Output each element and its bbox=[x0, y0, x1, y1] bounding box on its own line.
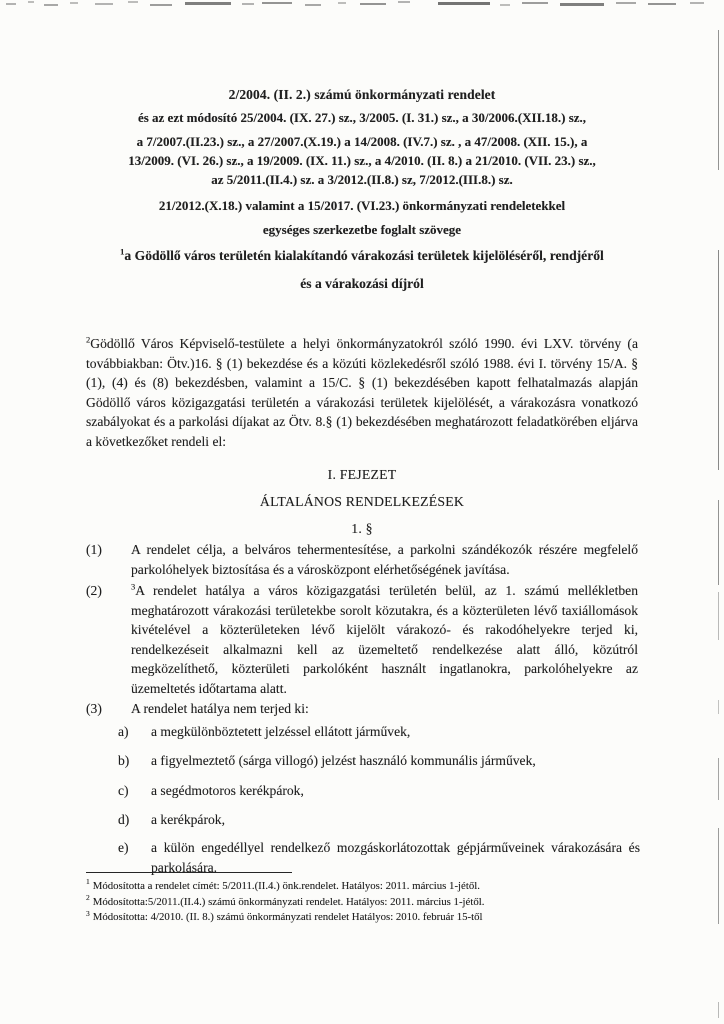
footnote-1: $^1$ Módosította a rendelet címét: 5/2011.(II.4.) önk.rendelet. Hatályos: 2011. március 1-jétől. bbox=[86, 877, 480, 892]
chapter-block bbox=[86, 466, 638, 547]
scan-artifact-right-line bbox=[718, 828, 719, 924]
footnote-2: $^2$ Módosította:5/2011.(II.4.) számú önkormányzati rendelet. Hatályos: 2011. március 1-jétől. bbox=[86, 893, 485, 908]
document-subject: $^1$a Gödöllő város területén kialakítandó várakozási területek kijelöléséről, rendjéről és a várakozási díjról bbox=[120, 246, 604, 291]
section-number: 1. § bbox=[351, 521, 373, 536]
list-text: a megkülönböztetett jelzéssel ellátott járművek, bbox=[151, 724, 411, 739]
footnote-ref-2: 2 bbox=[86, 334, 91, 345]
list-item-b bbox=[118, 751, 640, 771]
list-item-a bbox=[118, 722, 640, 742]
item-number: (2) bbox=[86, 583, 102, 598]
list-text: a kerékpárok, bbox=[151, 812, 225, 827]
preamble-paragraph: $^2$Gödöllő Város Képviselő-testülete a helyi önkormányzatokról szóló 1990. évi LXV. törvény (a továbbiakban: Ötv.)16. § (1) bekezdése és a közúti közlekedésről szóló 1988. évi I. törvény 15/A. § (1), (4) és (8) bekezdésben, valamint a 15/C. § (1) bekezdésében kapott felhatalmazás alapján Gödöllő város közigazgatási területén a várakozási területek kijelölését, a várakozásra vonatkozó szabályokat és a parkolási díjakat az Ötv. 8.§ (1) bekezdésében meghatározott feladatkörében eljárva a következőket rendeli el: bbox=[86, 334, 638, 449]
list-letter: b) bbox=[118, 753, 130, 768]
list-text: a figyelmeztető (sárga villogó) jelzést használó kommunális járművek, bbox=[151, 753, 536, 768]
item-text: A rendelet hatálya nem terjed ki: bbox=[131, 701, 309, 716]
amendment-list bbox=[86, 132, 638, 189]
scan-artifact-right-line bbox=[718, 250, 719, 470]
footnote-separator bbox=[86, 872, 292, 873]
list-item-c bbox=[118, 781, 640, 801]
item-number: (3) bbox=[86, 701, 102, 716]
list-letter: d) bbox=[118, 812, 130, 827]
chapter-heading: I. FEJEZET bbox=[327, 467, 397, 482]
scan-artifact-right-line bbox=[718, 700, 719, 714]
item-number: (1) bbox=[86, 542, 102, 557]
item-text: $^3$A rendelet hatálya a város közigazgatási területén belül, az 1. számú mellékletben meghatározott várakozási területekbe sorolt közutakra, és a közterületen lévő taxiállomások kivételével a közterületeken lévő kijelölt várakozó- és rakodóhelyekre terjed ki, rendelkezéseit alkalmazni kell az üzemeltető rendelkezése alatt álló, közútról megközelíthető, közterületi parkolóként használt ingatlanokra, parkolóhelyekre az üzemeltetés időtartama alatt. bbox=[131, 581, 638, 696]
list-item-d bbox=[118, 810, 640, 830]
footnote-marker: 3 bbox=[86, 908, 90, 918]
footnote-marker: 1 bbox=[86, 877, 90, 887]
item-text: A rendelet célja, a belváros tehermentesítése, a parkolni szándékozók részére megfelelő parkolóhelyek biztosítása és a városközpont elérhetőségének javítása. bbox=[131, 542, 638, 577]
list-text: a külön engedéllyel rendelkező mozgáskorlátozottak gépjárműveinek várakozására és parkolására. bbox=[151, 840, 640, 875]
amendment-final-line: 21/2012.(X.18.) valamint a 15/2017. (VI.23.) önkormányzati rendeletekkel bbox=[158, 198, 566, 213]
paragraph-item-2 bbox=[86, 581, 638, 698]
footnotes-block bbox=[86, 872, 638, 926]
amendment-line: 13/2009. (VI. 26.) sz., a 19/2009. (IX. 11.) sz., a 4/2010. (II. 8.) a 21/2010. (VII. 23.) sz., bbox=[128, 153, 596, 168]
scan-artifact-right-line bbox=[718, 592, 719, 640]
list-text: a segédmotoros kerékpárok, bbox=[151, 783, 304, 798]
amendment-intro-line: és az ezt módosító 25/2004. (IX. 27.) sz., 3/2005. (I. 31.) sz., a 30/2006.(XII.18.) sz., bbox=[137, 110, 587, 125]
document-title-line: 2/2004. (II. 2.) számú önkormányzati rendelet bbox=[228, 87, 496, 102]
consolidated-text-line: egységes szerkezetbe foglalt szövege bbox=[262, 222, 462, 237]
amendment-line: az 5/2011.(II.4.) sz. a 3/2012.(II.8.) sz, 7/2012.(III.8.) sz. bbox=[211, 172, 513, 187]
scan-artifact-right-line bbox=[718, 758, 719, 800]
list-letter: e) bbox=[118, 840, 129, 855]
footnote-ref-3: 3 bbox=[131, 581, 136, 592]
footnote-marker: 2 bbox=[86, 893, 90, 902]
footnote-ref-1: 1 bbox=[120, 246, 125, 257]
chapter-subheading: ÁLTALÁNOS RENDELKEZÉSEK bbox=[259, 494, 465, 509]
paragraph-item-3 bbox=[86, 699, 638, 719]
scan-artifact-right-line bbox=[718, 30, 719, 170]
scan-artifact-right-line bbox=[718, 1002, 719, 1018]
title-block bbox=[86, 86, 638, 298]
amendment-line: a 7/2007.(II.23.) sz., a 27/2007.(X.19.) a 14/2008. (IV.7.) sz. , a 47/2008. (XII. 15.), a bbox=[136, 134, 588, 149]
list-letter: a) bbox=[118, 724, 129, 739]
preamble-block bbox=[86, 334, 638, 451]
list-letter: c) bbox=[118, 783, 129, 798]
scan-artifact-right-line bbox=[718, 500, 719, 585]
paragraph-item-1 bbox=[86, 540, 638, 579]
footnote-3: $^3$ Módosította: 4/2010. (II. 8.) számú önkormányzati rendelet Hatályos: 2010. február 15-től bbox=[86, 908, 483, 924]
